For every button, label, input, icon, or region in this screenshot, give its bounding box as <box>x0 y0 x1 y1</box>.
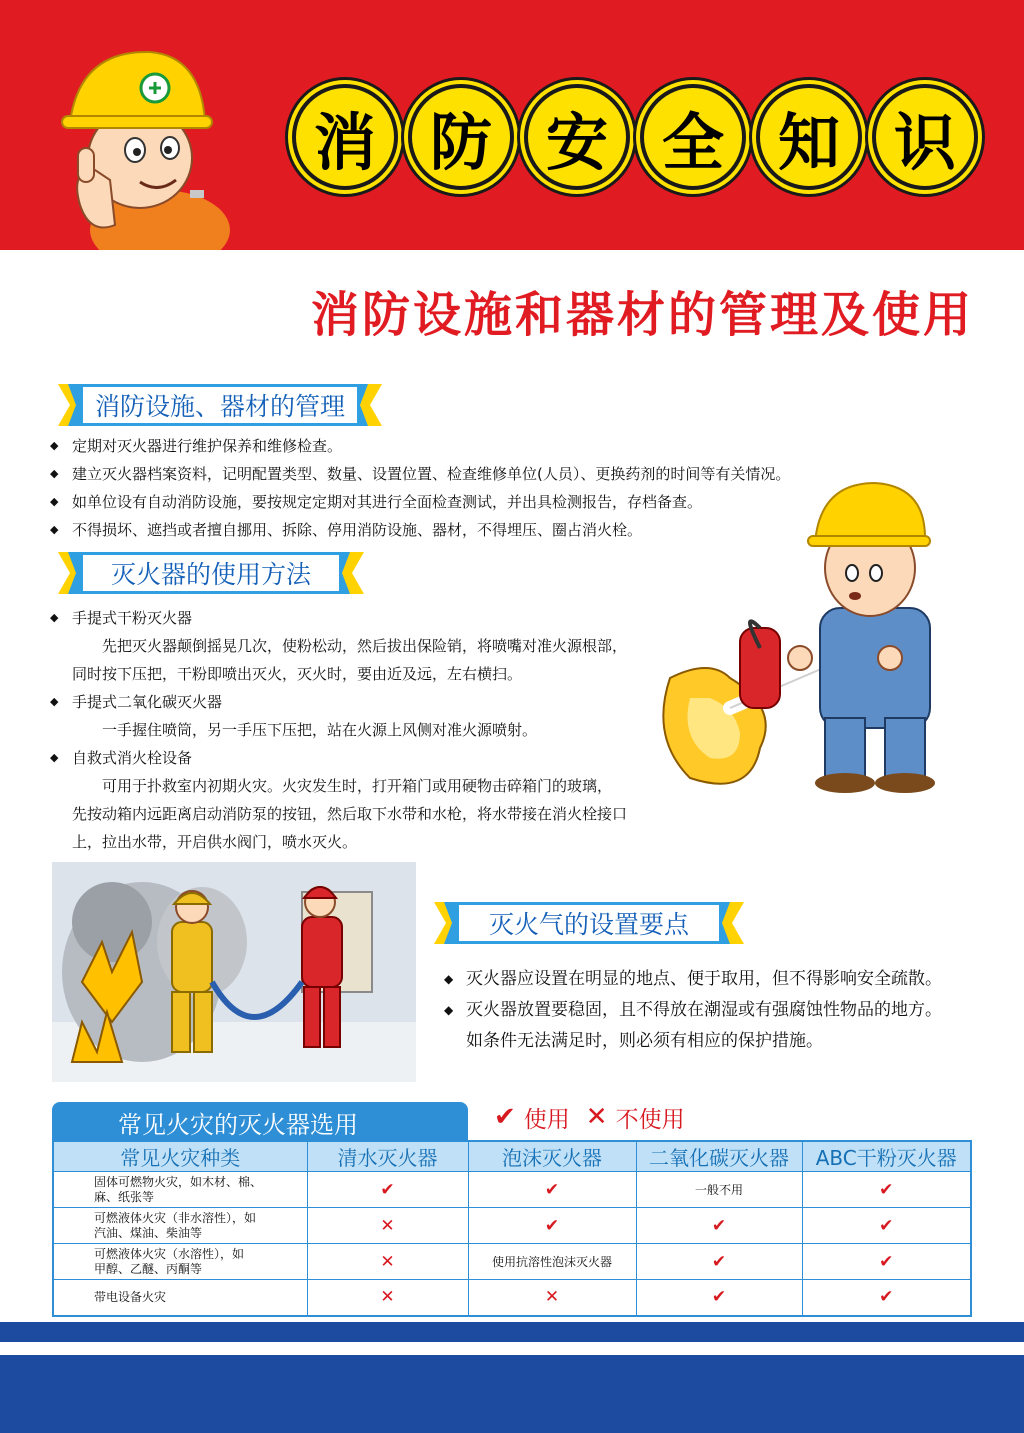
table-cell <box>802 1208 971 1244</box>
column-header: ABC干粉灭火器 <box>802 1141 971 1172</box>
section-title-label: 消防设施、器材的管理 <box>80 384 360 426</box>
check-icon: ✔ <box>879 1215 894 1236</box>
section-title-management <box>58 384 382 426</box>
cross-icon: ✕ <box>585 1102 608 1132</box>
list-item: ◆ 手提式二氧化碳灭火器 <box>50 688 627 716</box>
cross-icon: ✕ <box>544 1287 560 1308</box>
table-cell <box>468 1280 636 1316</box>
title-char: 消 <box>292 84 398 190</box>
column-header: 清水灭火器 <box>307 1141 468 1172</box>
list-paragraph: 如条件无法满足时，则必须有相应的保护措施。 <box>466 1031 823 1051</box>
list-item: ◆ 手提式干粉灭火器 <box>50 604 627 632</box>
footer-stripe <box>0 1322 1024 1342</box>
fire-type-line: 带电设备火灾 <box>94 1289 167 1304</box>
fire-type-cell <box>53 1244 307 1280</box>
list-paragraph: 先按动箱内远距离启动消防泵的按钮，然后取下水带和水枪，将水带接在消火栓接口 <box>72 805 628 823</box>
fireman-extinguisher-illustration <box>640 478 970 798</box>
table-row <box>53 1280 971 1316</box>
title-char: 全 <box>640 84 746 190</box>
check-icon: ✔ <box>711 1251 727 1272</box>
column-header: 常见火灾种类 <box>53 1141 307 1172</box>
cross-icon: ✕ <box>380 1287 395 1308</box>
list-paragraph: 上，拉出水带，开启供水阀门，喷水灭火。 <box>72 833 358 851</box>
table-cell <box>468 1172 636 1208</box>
check-icon: ✔ <box>711 1215 727 1236</box>
table-header-row <box>53 1141 971 1172</box>
table-cell: 使用抗溶性泡沫灭火器 <box>468 1244 636 1280</box>
check-icon: ✔ <box>711 1287 727 1308</box>
table-cell: 一般不用 <box>636 1172 802 1208</box>
fire-type-cell <box>53 1172 307 1208</box>
title-char: 防 <box>408 84 514 190</box>
check-icon: ✔ <box>879 1287 894 1308</box>
table-title: 常见火灾的灭火器选用 <box>52 1102 468 1142</box>
table-row <box>53 1244 971 1280</box>
cross-icon: ✕ <box>380 1251 395 1272</box>
table-cell <box>636 1280 802 1316</box>
title-char: 识 <box>872 84 978 190</box>
list-paragraph: 同时按下压把，干粉即喷出灭火，灭火时，要由近及远，左右横扫。 <box>72 665 523 683</box>
column-header: 泡沫灭火器 <box>468 1141 636 1172</box>
table-cell <box>802 1280 971 1316</box>
list-item: ◆ 自救式消火栓设备 <box>50 744 627 772</box>
list-paragraph: 一手握住喷筒，另一手压下压把，站在火源上风侧对准火源喷射。 <box>102 721 538 739</box>
table-row <box>53 1172 971 1208</box>
page-subtitle: 消防设施和器材的管理及使用 <box>310 287 974 343</box>
title-char: 知 <box>756 84 862 190</box>
ribbon-right-icon <box>360 384 382 426</box>
extinguisher-selection-table <box>52 1140 972 1317</box>
check-icon: ✔ <box>380 1179 395 1200</box>
list-item: ◆ 定期对灭火器进行维护保养和维修检查。 <box>50 432 790 460</box>
table-cell <box>307 1208 468 1244</box>
list-item: ◆ 不得损坏、遮挡或者擅自挪用、拆除、停用消防设施、器材，不得埋压、圈占消火栓。 <box>50 516 790 544</box>
fire-type-cell <box>53 1208 307 1244</box>
list-item: ◆ 建立灭火器档案资料，记明配置类型、数量、设置位置、检查维修单位(人员）、更换药剂的时间等有关情况。 <box>50 460 790 488</box>
section-title-usage <box>58 552 364 594</box>
table-cell <box>307 1172 468 1208</box>
section-title-label: 灭火气的设置要点 <box>456 902 722 944</box>
poster-title <box>292 84 982 190</box>
check-icon: ✔ <box>879 1179 894 1200</box>
list-item: ◆ 灭火器应设置在明显的地点、便于取用，但不得影响安全疏散。 <box>444 964 942 995</box>
fire-type-line: 麻、纸张等 <box>94 1189 155 1204</box>
footer-band <box>0 1355 1024 1433</box>
section-title-placement <box>434 902 744 944</box>
check-icon: ✔ <box>544 1215 560 1236</box>
legend-use-label: 使用 <box>523 1106 570 1133</box>
table-cell <box>636 1208 802 1244</box>
legend-nouse-label: 不使用 <box>615 1106 685 1133</box>
fire-type-line: 固体可燃物火灾，如木材、棉、 <box>94 1174 263 1189</box>
mascot-thumbs-up-illustration <box>40 30 240 250</box>
section-title-label: 灭火器的使用方法 <box>80 552 342 594</box>
cross-icon: ✕ <box>380 1215 395 1236</box>
firefighters-hydrant-illustration <box>52 862 416 1082</box>
table-cell <box>802 1244 971 1280</box>
column-header: 二氧化碳灭火器 <box>636 1141 802 1172</box>
table-cell <box>307 1280 468 1316</box>
table-legend <box>494 1100 701 1134</box>
table-cell <box>307 1244 468 1280</box>
list-paragraph: 先把灭火器颠倒摇晃几次，使粉松动，然后拔出保险销，将喷嘴对准火源根部， <box>102 637 628 655</box>
table-cell <box>468 1208 636 1244</box>
title-char: 安 <box>524 84 630 190</box>
check-icon: ✔ <box>494 1102 516 1132</box>
ribbon-left-icon <box>434 902 456 944</box>
list-item: ◆ 如单位设有自动消防设施，要按规定定期对其进行全面检查测试，并出具检测报告，存档备查。 <box>50 488 790 516</box>
list-paragraph: 可用于扑救室内初期火灾。火灾发生时，打开箱门或用硬物击碎箱门的玻璃， <box>102 777 613 795</box>
fire-type-cell <box>53 1280 307 1316</box>
table-cell <box>802 1172 971 1208</box>
usage-list <box>50 604 627 856</box>
check-icon: ✔ <box>879 1251 894 1272</box>
check-icon: ✔ <box>544 1179 560 1200</box>
fire-type-line: 可燃液体火灾（非水溶性），如 <box>94 1210 257 1225</box>
fire-type-line: 可燃液体火灾（水溶性），如 <box>94 1246 245 1261</box>
ribbon-right-icon <box>722 902 744 944</box>
placement-list <box>444 964 942 1057</box>
ribbon-left-icon <box>58 552 80 594</box>
ribbon-left-icon <box>58 384 80 426</box>
table-cell <box>636 1244 802 1280</box>
list-item: ◆ 灭火器放置要稳固，且不得放在潮湿或有强腐蚀性物品的地方。 <box>444 995 942 1026</box>
fire-type-line: 汽油、煤油、柴油等 <box>94 1225 203 1240</box>
table-row <box>53 1208 971 1244</box>
fire-type-line: 甲醇、乙醚、丙酮等 <box>94 1261 203 1276</box>
ribbon-right-icon <box>342 552 364 594</box>
